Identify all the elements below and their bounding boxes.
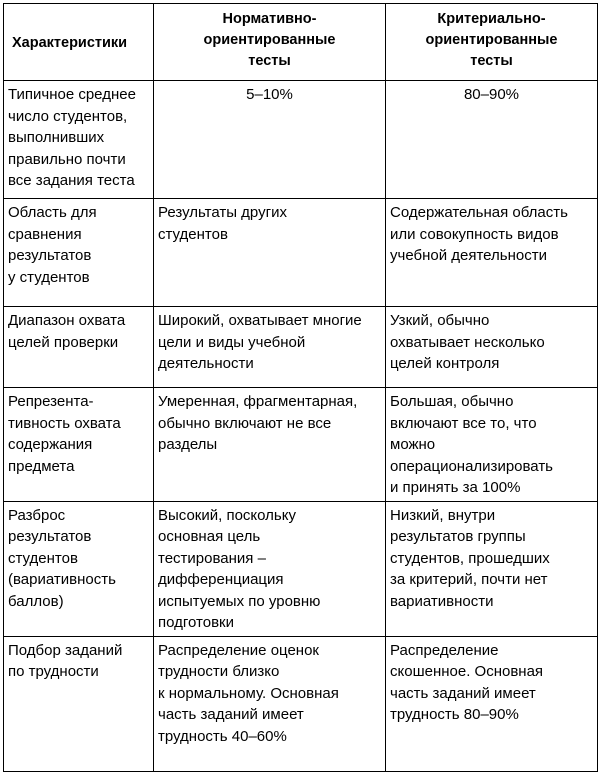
table-row bbox=[4, 199, 598, 307]
comparison-table-container bbox=[3, 3, 597, 769]
header-row bbox=[4, 4, 598, 81]
table-row bbox=[4, 636, 598, 771]
criterial-cell: Большая, обычно включают все то, что можно операционализировать и принять за 100% bbox=[386, 388, 598, 502]
table-row bbox=[4, 501, 598, 636]
header-criterial-tests: Критериально- ориентированные тесты bbox=[386, 4, 598, 81]
normative-cell: Результаты других студентов bbox=[154, 199, 386, 307]
characteristic-cell: Область для сравнения результатов у студентов bbox=[4, 199, 154, 307]
criterial-cell: Узкий, обычно охватывает несколько целей контроля bbox=[386, 307, 598, 388]
header-normative-tests: Нормативно- ориентированные тесты bbox=[154, 4, 386, 81]
table-body bbox=[4, 81, 598, 772]
characteristic-cell: Репрезента- тивность охвата содержания предмета bbox=[4, 388, 154, 502]
criterial-cell: Содержательная область или совокупность видов учебной деятельности bbox=[386, 199, 598, 307]
comparison-table bbox=[3, 3, 598, 772]
normative-cell: Широкий, охватывает многие цели и виды учебной деятельности bbox=[154, 307, 386, 388]
characteristic-cell: Разброс результатов студентов (вариативность баллов) bbox=[4, 501, 154, 636]
criterial-cell: 80–90% bbox=[386, 81, 598, 199]
normative-cell: Высокий, поскольку основная цель тестирования – дифференциация испытуемых по уровню подготовки bbox=[154, 501, 386, 636]
characteristic-cell: Диапазон охвата целей проверки bbox=[4, 307, 154, 388]
normative-cell: Умеренная, фрагментарная, обычно включают не все разделы bbox=[154, 388, 386, 502]
criterial-cell: Распределение скошенное. Основная часть заданий имеет трудность 80–90% bbox=[386, 636, 598, 771]
table-row bbox=[4, 307, 598, 388]
table-row bbox=[4, 388, 598, 502]
table-row bbox=[4, 81, 598, 199]
characteristic-cell: Типичное среднее число студентов, выполнивших правильно почти все задания теста bbox=[4, 81, 154, 199]
normative-cell: Распределение оценок трудности близко к нормальному. Основная часть заданий имеет трудность 40–60% bbox=[154, 636, 386, 771]
characteristic-cell: Подбор заданий по трудности bbox=[4, 636, 154, 771]
table-header bbox=[4, 4, 598, 81]
normative-cell: 5–10% bbox=[154, 81, 386, 199]
criterial-cell: Низкий, внутри результатов группы студентов, прошедших за критерий, почти нет вариативности bbox=[386, 501, 598, 636]
header-characteristics: Характеристики bbox=[4, 4, 154, 81]
